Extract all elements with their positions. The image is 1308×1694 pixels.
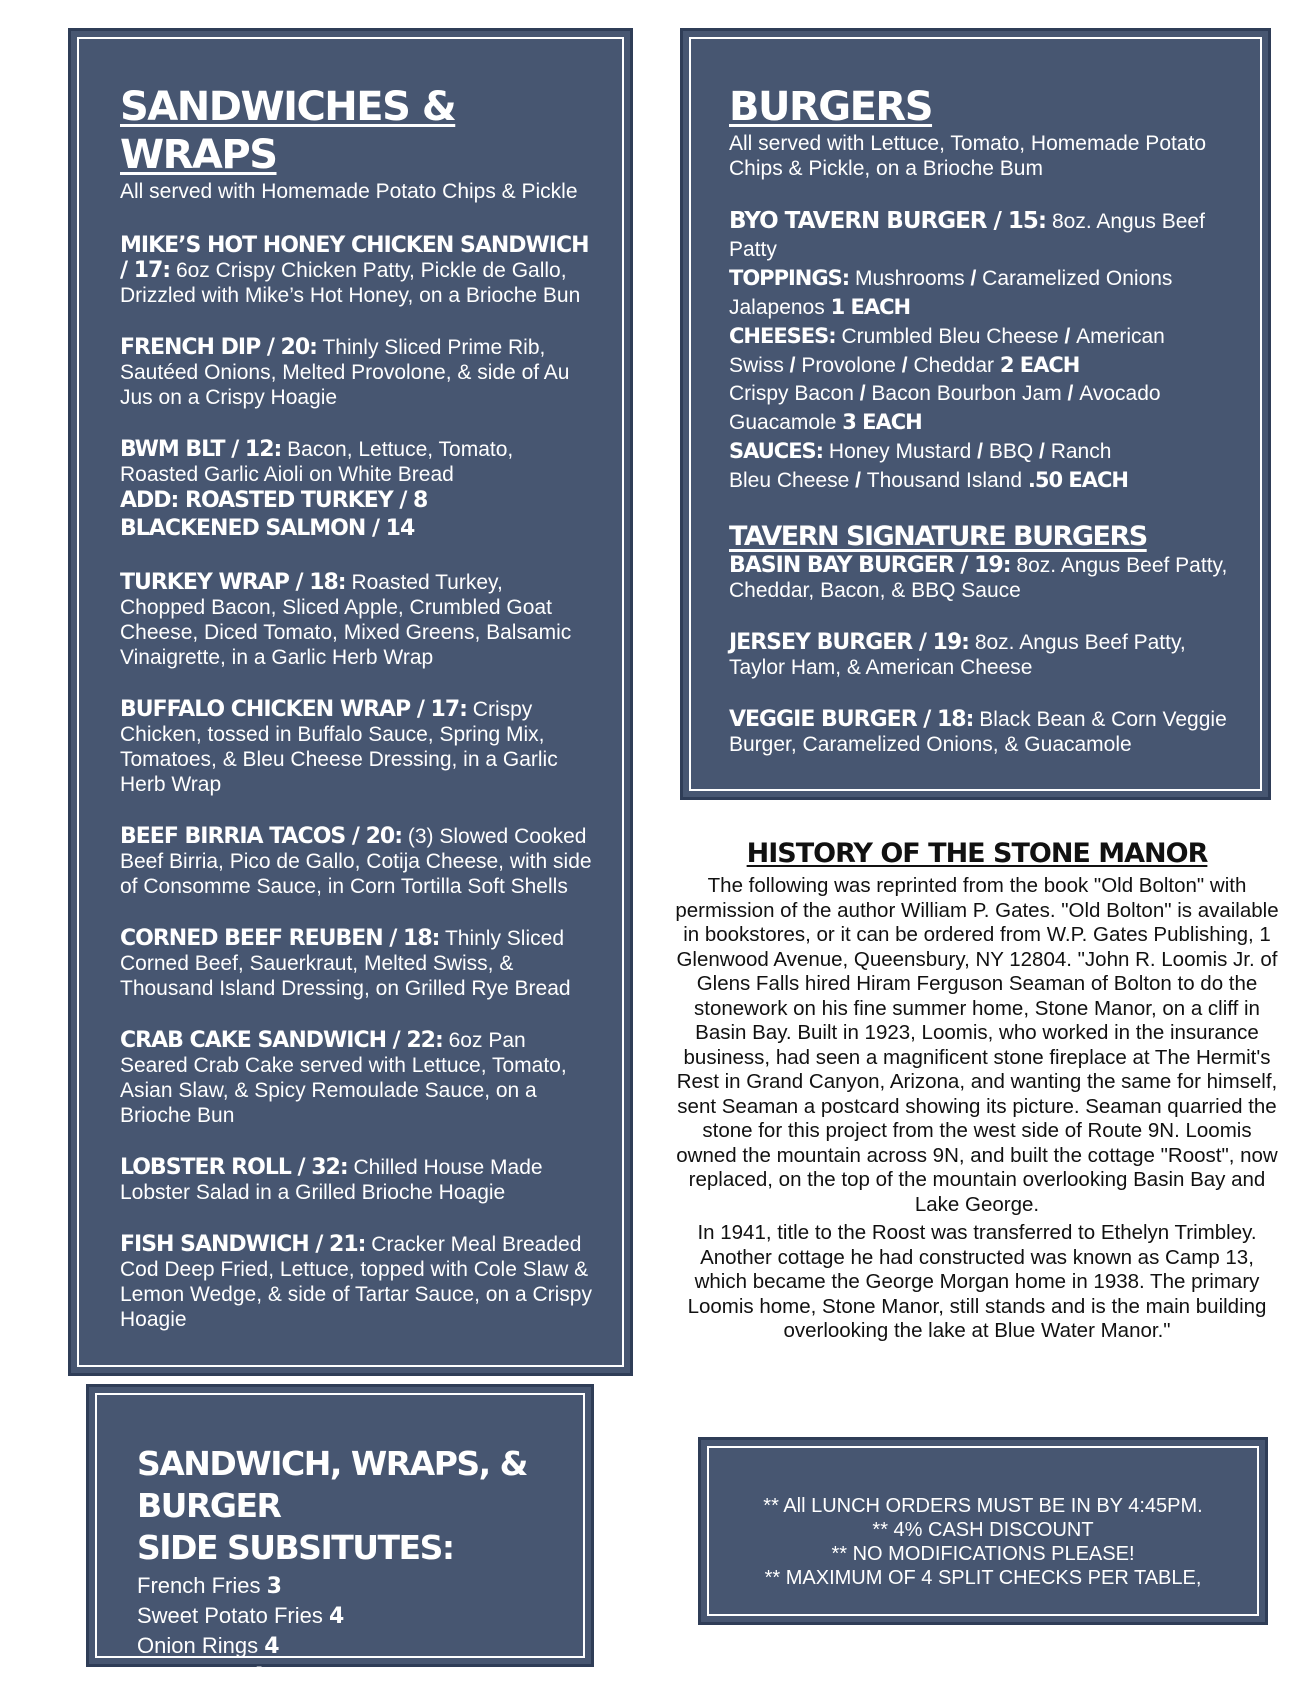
menu-item [120, 570, 592, 670]
note-line: ** MAXIMUM OF 4 SPLIT CHECKS PER TABLE, [764, 1567, 1202, 1589]
topping-option: Mushrooms [854, 267, 965, 290]
menu-item-description: Black Bean & Corn Veggie Burger, Caramelized Onions, & Guacamole [729, 708, 1227, 756]
sauce-option: Bleu Cheese [729, 469, 850, 492]
panel-frame [707, 1446, 1259, 1616]
sides-title: SIDE SUBSITUTES: [137, 1528, 454, 1567]
menu-item-name: LOBSTER ROLL / 32: [120, 1155, 348, 1180]
menu-item-name: CRAB CAKE SANDWICH / 22: [120, 1028, 443, 1053]
menu-item-description: Chilled House Made Lobster Salad in a Grilled Brioche Hoagie [120, 1156, 543, 1204]
cheese-option: American [1076, 325, 1165, 348]
side-item [137, 1571, 563, 1601]
menu-item [120, 1232, 592, 1332]
byo-burger [729, 207, 1234, 264]
cheese-option: Swiss [729, 354, 784, 377]
menu-item-description: 6oz Pan Seared Crab Cake served with Lettuce, Tomato, Asian Slaw, & Spicy Remoulade Sauce, on a Brioche Bun [120, 1029, 567, 1127]
menu-item-name: FRENCH DIP / 20: [120, 335, 317, 360]
sides-title: SANDWICH, WRAPS, & BURGER [137, 1444, 527, 1525]
sauces-label: SAUCES: [729, 439, 824, 463]
panel-frame [77, 37, 624, 1367]
menu-item-addon: BLACKENED SALMON / 14 [120, 516, 415, 541]
history-paragraph: The following was reprinted from the book "Old Bolton" with permission of the author William P. Gates. "Old Bolton" is available in bookstores, or it can be ordered from W.P. Gates Publishing, 1 Glenwood Avenue, Queensbury, NY 12804. "John R. Loomis Jr. of Glens Falls hired Hiram Ferguson Seaman of Bolton to do the stonework on his fine summer home, Stone Manor, on a cliff in Basin Bay. Built in 1923, Loomis, who worked in the insurance business, had seen a magnificent stone fireplace at The Hermit's Rest in Grand Canyon, Arizona, and wanting the same for himself, sent Seaman a postcard showing its picture. Seaman quarried the stone for this project from the west side of Route 9N. Loomis owned the mountain across 9N, and built the cottage "Roost", now replaced, on the top of the mountain overlooking Basin Bay and Lake George. [675, 874, 1279, 1216]
sandwiches-wraps-panel [68, 28, 633, 1376]
side-item-label: Sweet Potato Fries [137, 1603, 323, 1628]
menu-item-name: CORNED BEEF REUBEN / 18: [120, 926, 440, 951]
cheeses-line: Swiss / Provolone / Cheddar 2 EACH [729, 353, 1080, 377]
cheese-option: Cheddar [913, 354, 994, 377]
side-item [137, 1601, 563, 1631]
cheeses-label: CHEESES: [729, 324, 836, 348]
history-section [672, 838, 1282, 1344]
menu-item-description: Thinly Sliced Prime Rib, Sautéed Onions, Melted Provolone, & side of Au Jus on a Crispy Hoagie [120, 336, 570, 409]
menu-item-name: VEGGIE BURGER / 18: [729, 707, 974, 732]
menu-item [729, 630, 1234, 680]
sauce-option: Honey Mustard [828, 440, 972, 463]
menu-item [120, 697, 592, 797]
cheeses-line: CHEESES: Crumbled Bleu Cheese / American [729, 324, 1165, 348]
premium-line [729, 408, 1234, 437]
topping-option: Jalapenos [729, 296, 825, 319]
note-line: ** All LUNCH ORDERS MUST BE IN BY 4:45PM. [763, 1495, 1203, 1517]
toppings-label: TOPPINGS: [729, 266, 850, 290]
side-item-label: Side Salad [137, 1663, 244, 1688]
panel-frame [689, 37, 1262, 791]
menu-item [120, 1155, 592, 1205]
menu-item [120, 233, 592, 308]
menu-item [729, 553, 1234, 603]
side-item-price: 4 [249, 1664, 264, 1689]
menu-item [729, 707, 1234, 757]
menu-item-description: 8oz. Angus Beef Patty, Taylor Ham, & American Cheese [729, 631, 1186, 679]
sauces-line: SAUCES: Honey Mustard / BBQ / Ranch [729, 439, 1112, 463]
menu-item [120, 926, 592, 1001]
menu-item-description: (3) Slowed Cooked Beef Birria, Pico de Gallo, Cotija Cheese, with side of Consomme Sauce, in Corn Tortilla Soft Shells [120, 825, 592, 898]
premium-price: 3 EACH [842, 410, 922, 434]
premium-option: Avocado [1079, 382, 1161, 405]
sauces-line: Bleu Cheese / Thousand Island .50 EACH [729, 468, 1128, 492]
menu-item-description: Cracker Meal Breaded Cod Deep Fried, Lettuce, topped with Cole Slaw & Lemon Wedge, & side of Tartar Sauce, on a Crispy Hoagie [120, 1233, 592, 1331]
menu-item-description: Bacon, Lettuce, Tomato, Roasted Garlic Aioli on White Bread [120, 438, 514, 486]
side-item-price: 4 [329, 1604, 344, 1629]
menu-item-description: Crispy Chicken, tossed in Buffalo Sauce, Spring Mix, Tomatoes, & Bleu Cheese Dressing, in a Garlic Herb Wrap [120, 698, 558, 796]
burgers-panel [680, 28, 1271, 800]
premium-option: Bacon Bourbon Jam [871, 382, 1062, 405]
history-title: HISTORY OF THE STONE MANOR [746, 838, 1208, 869]
premium-option: Guacamole [729, 411, 837, 434]
menu-item-name: BUFFALO CHICKEN WRAP / 17: [120, 697, 467, 722]
menu-item-name: JERSEY BURGER / 19: [729, 630, 969, 655]
side-item-price: 3 [266, 1574, 281, 1599]
side-item-label: Onion Rings [137, 1633, 259, 1658]
menu-item-name: MIKE’S HOT HONEY CHICKEN SANDWICH / 17: [120, 233, 589, 283]
side-substitutes-panel [86, 1384, 594, 1689]
toppings-price: 1 EACH [830, 295, 911, 319]
sauces-price: .50 EACH [1027, 468, 1128, 492]
menu-item-addon: ADD: ROASTED TURKEY / 8 [120, 488, 428, 513]
note-line: ** 4% CASH DISCOUNT [872, 1519, 1094, 1541]
side-item [137, 1631, 563, 1661]
cheese-option: Provolone [801, 354, 896, 377]
menu-item-description: Thinly Sliced Corned Beef, Sauerkraut, Melted Swiss, & Thousand Island Dressing, on Grilled Rye Bread [120, 927, 571, 1000]
menu-item-name: BASIN BAY BURGER / 19: [729, 553, 1011, 578]
menu-item-description: 6oz Crispy Chicken Patty, Pickle de Gallo, Drizzled with Mike’s Hot Honey, on a Brioche Bun [120, 259, 581, 307]
signature-burgers-title: TAVERN SIGNATURE BURGERS [729, 521, 1147, 552]
side-item [137, 1661, 563, 1691]
menu-item [120, 335, 592, 410]
menu-item-name: BWM BLT / 12: [120, 437, 282, 462]
history-paragraph: In 1941, title to the Roost was transferred to Ethelyn Trimbley. Another cottage he had constructed was known as Camp 13, which became the George Morgan home in 1938. The primary Loomis home, Stone Manor, still stands and is the main building overlooking the lake at Blue Water Manor." [687, 1221, 1267, 1342]
menu-item-name: TURKEY WRAP / 18: [120, 570, 346, 595]
notes-panel [698, 1437, 1268, 1625]
menu-item [120, 437, 592, 543]
sauce-option: Thousand Island [866, 469, 1023, 492]
menu-item-name: FISH SANDWICH / 21: [120, 1232, 366, 1257]
premium-line: Crispy Bacon / Bacon Bourbon Jam / Avocado [729, 382, 1161, 405]
menu-item [120, 1028, 592, 1128]
menu-item-name: BYO TAVERN BURGER / 15: [729, 208, 1047, 234]
menu-item-description: 8oz. Angus Beef Patty [729, 210, 1205, 261]
sauce-option: BBQ [988, 440, 1034, 463]
sauce-option: Ranch [1050, 440, 1112, 463]
topping-option: Caramelized Onions [982, 267, 1173, 290]
note-line: ** NO MODIFICATIONS PLEASE! [831, 1543, 1135, 1565]
premium-option: Crispy Bacon [729, 382, 854, 405]
sandwiches-subtitle: All served with Homemade Potato Chips & Pickle [120, 180, 578, 203]
side-item-price: 4 [264, 1634, 279, 1659]
toppings-line: TOPPINGS: Mushrooms / Caramelized Onions [729, 266, 1173, 290]
side-item-label: French Fries [137, 1573, 261, 1598]
menu-item-name: BEEF BIRRIA TACOS / 20: [120, 824, 403, 849]
menu-item-description: Roasted Turkey, Chopped Bacon, Sliced Apple, Crumbled Goat Cheese, Diced Tomato, Mixed Greens, Balsamic Vinaigrette, in a Garlic Herb Wrap [120, 571, 572, 669]
cheese-option: Crumbled Bleu Cheese [841, 325, 1059, 348]
menu-item-description: 8oz. Angus Beef Patty, Cheddar, Bacon, & BBQ Sauce [729, 554, 1228, 602]
burgers-title: BURGERS [729, 84, 933, 130]
menu-item [120, 824, 592, 899]
sandwiches-title: SANDWICHES & WRAPS [120, 84, 456, 178]
cheeses-price: 2 EACH [999, 353, 1080, 377]
burgers-subtitle: All served with Lettuce, Tomato, Homemade Potato Chips & Pickle, on a Brioche Bum [729, 132, 1207, 180]
toppings-line [729, 293, 1234, 322]
panel-frame [95, 1393, 585, 1689]
